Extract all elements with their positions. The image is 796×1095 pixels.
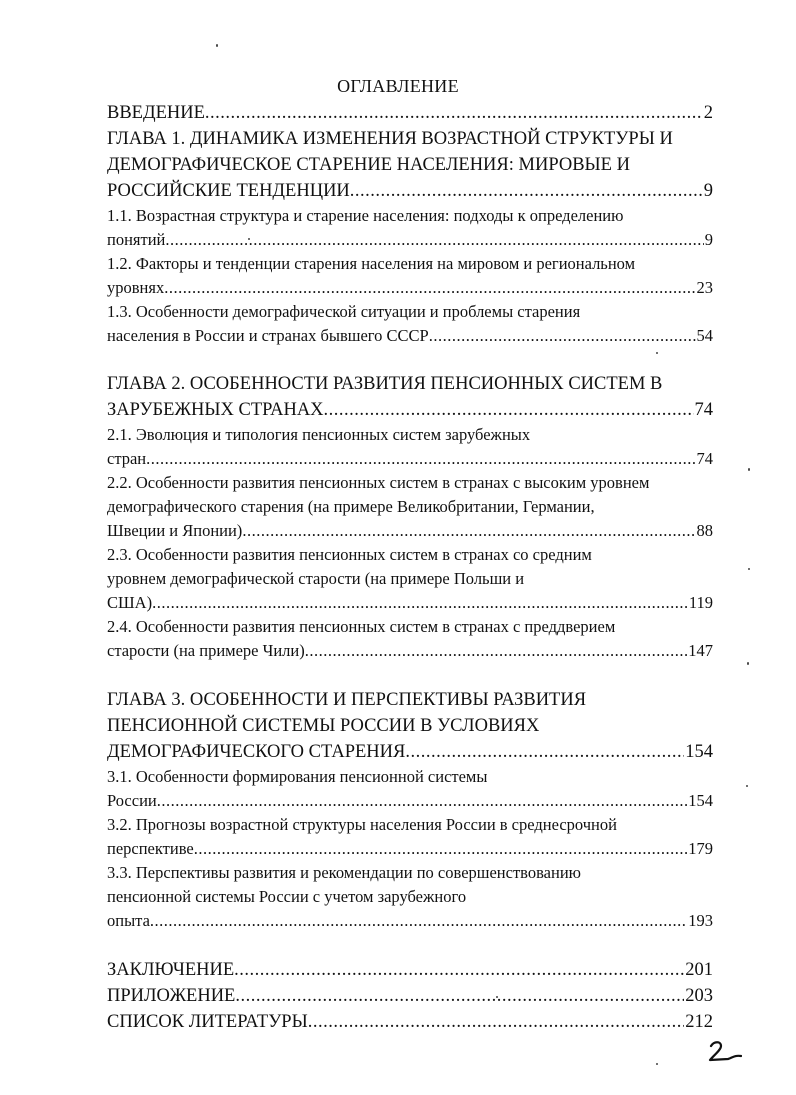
chapter-title-text: ПЕНСИОННОЙ СИСТЕМЫ РОССИИ В УСЛОВИЯХ xyxy=(107,716,540,736)
dot-leader xyxy=(324,397,694,423)
section-3-3-line-1[interactable] xyxy=(107,861,713,885)
spacer xyxy=(107,933,713,957)
spacer xyxy=(107,348,713,371)
dot-leader xyxy=(194,837,688,861)
dot-leader xyxy=(164,276,695,300)
toc-entry-appendix[interactable] xyxy=(107,983,713,1009)
chapter-2-line-2[interactable] xyxy=(107,397,713,423)
section-3-3-line-3[interactable] xyxy=(107,909,713,933)
chapter-1-line-1[interactable] xyxy=(107,126,713,152)
chapter-1-line-2[interactable] xyxy=(107,152,713,178)
section-3-3-line-2[interactable] xyxy=(107,885,713,909)
dot-leader xyxy=(242,519,695,543)
dot-leader xyxy=(350,178,703,204)
chapter-title-text: ГЛАВА 3. ОСОБЕННОСТИ И ПЕРСПЕКТИВЫ РАЗВИТИЯ xyxy=(107,690,587,710)
dot-leader xyxy=(150,909,687,933)
dot-leader xyxy=(157,789,688,813)
chapter-title-text: ГЛАВА 1. ДИНАМИКА ИЗМЕНЕНИЯ ВОЗРАСТНОЙ СТРУКТУРЫ И xyxy=(107,129,673,149)
section-title-text: уровнем демографической старости (на примере Польши и xyxy=(107,569,525,588)
dot-leader xyxy=(205,100,703,126)
chapter-3-line-1[interactable] xyxy=(107,687,713,713)
section-2-2-line-1[interactable] xyxy=(107,471,713,495)
dot-leader xyxy=(405,739,684,765)
page-number: 23 xyxy=(696,278,713,297)
chapter-1-line-3[interactable] xyxy=(107,178,713,204)
scan-speck xyxy=(248,238,250,240)
section-2-3-line-3[interactable] xyxy=(107,591,713,615)
section-title-text: стран xyxy=(107,449,147,468)
page-number: 147 xyxy=(688,641,713,660)
entry-title: ПРИЛОЖЕНИЕ xyxy=(107,986,236,1006)
section-2-1-line-1[interactable] xyxy=(107,423,713,447)
section-title-text: старости (на примере Чили) xyxy=(107,641,305,660)
section-2-4-line-2[interactable] xyxy=(107,639,713,663)
scan-speck xyxy=(656,1063,658,1065)
section-2-3-line-1[interactable] xyxy=(107,543,713,567)
toc-entry-intro[interactable] xyxy=(107,100,713,126)
toc-entry-conclusion[interactable] xyxy=(107,957,713,983)
section-1-2-line-1[interactable] xyxy=(107,252,713,276)
section-3-2-line-1[interactable] xyxy=(107,813,713,837)
section-title-text: 1.1. Возрастная структура и старение населения: подходы к определению xyxy=(107,206,624,225)
section-1-1-line-2[interactable] xyxy=(107,228,713,252)
entry-title: ВВЕДЕНИЕ xyxy=(107,103,205,123)
dot-leader xyxy=(146,447,695,471)
section-1-3-line-2[interactable] xyxy=(107,324,713,348)
section-1-2-line-2[interactable] xyxy=(107,276,713,300)
handwritten-page-mark xyxy=(708,1040,742,1062)
section-title-text: населения в России и странах бывшего СССР xyxy=(107,326,429,345)
page-number: 54 xyxy=(696,326,713,345)
section-2-2-line-3[interactable] xyxy=(107,519,713,543)
section-title-text: перспективе xyxy=(107,839,194,858)
entry-title: СПИСОК ЛИТЕРАТУРЫ xyxy=(107,1012,308,1032)
section-title-text: России xyxy=(107,791,157,810)
page-number: 212 xyxy=(685,1012,713,1032)
dot-leader xyxy=(308,1009,685,1035)
dot-leader xyxy=(152,591,688,615)
page-number: 74 xyxy=(694,400,713,420)
page-number: 9 xyxy=(704,230,713,249)
scan-speck xyxy=(656,352,658,354)
section-title-text: 3.3. Перспективы развития и рекомендации по совершенствованию xyxy=(107,863,581,882)
page-title: ОГЛАВЛЕНИЕ xyxy=(337,76,459,96)
page-number: 119 xyxy=(688,593,713,612)
toc-entry-references[interactable] xyxy=(107,1009,713,1035)
page-number: 74 xyxy=(696,449,713,468)
chapter-title-text: ДЕМОГРАФИЧЕСКОГО СТАРЕНИЯ xyxy=(107,742,406,762)
page-number: 203 xyxy=(685,986,713,1006)
entry-title: ЗАКЛЮЧЕНИЕ xyxy=(107,960,235,980)
page-number: 9 xyxy=(703,181,713,201)
chapter-title-text: ДЕМОГРАФИЧЕСКОЕ СТАРЕНИЕ НАСЕЛЕНИЯ: МИРОВЫЕ И xyxy=(107,155,630,175)
section-title-text: Швеции и Японии) xyxy=(107,521,243,540)
section-3-2-line-2[interactable] xyxy=(107,837,713,861)
chapter-3-line-2[interactable] xyxy=(107,713,713,739)
dot-leader xyxy=(234,957,684,983)
chapter-title-text: ЗАРУБЕЖНЫХ СТРАНАХ xyxy=(107,400,324,420)
section-2-4-line-1[interactable] xyxy=(107,615,713,639)
chapter-title-text: РОССИЙСКИЕ ТЕНДЕНЦИИ xyxy=(107,181,350,201)
page-number: 201 xyxy=(685,960,713,980)
section-title-text: демографического старения (на примере Великобритании, Германии, xyxy=(107,497,595,516)
page-number: 193 xyxy=(688,911,713,930)
dot-leader xyxy=(165,228,703,252)
dot-leader xyxy=(429,324,696,348)
section-title-text: опыта xyxy=(107,911,150,930)
scan-speck xyxy=(496,996,498,998)
section-2-1-line-2[interactable] xyxy=(107,447,713,471)
section-1-3-line-1[interactable] xyxy=(107,300,713,324)
section-title-text: 2.4. Особенности развития пенсионных систем в странах с преддверием xyxy=(107,617,616,636)
section-title-text: 2.2. Особенности развития пенсионных систем в странах с высоким уровнем xyxy=(107,473,650,492)
section-1-1-line-1[interactable] xyxy=(107,204,713,228)
section-title-text: пенсионной системы России с учетом зарубежного xyxy=(107,887,467,906)
section-title-text: уровнях xyxy=(107,278,165,297)
section-2-2-line-2[interactable] xyxy=(107,495,713,519)
section-title-text: 1.3. Особенности демографической ситуации и проблемы старения xyxy=(107,302,581,321)
chapter-3-line-3[interactable] xyxy=(107,739,713,765)
section-title-text: 1.2. Факторы и тенденции старения населения на мировом и региональном xyxy=(107,254,636,273)
dot-leader xyxy=(305,639,688,663)
page-number: 88 xyxy=(696,521,713,540)
scan-speck xyxy=(746,785,748,787)
scan-speck xyxy=(748,568,750,570)
section-3-1-line-2[interactable] xyxy=(107,789,713,813)
scan-speck xyxy=(747,662,749,665)
page-number: 154 xyxy=(685,742,713,762)
page-number: 179 xyxy=(688,839,713,858)
section-2-3-line-2[interactable] xyxy=(107,567,713,591)
spacer xyxy=(107,663,713,687)
table-of-contents xyxy=(107,100,713,1035)
page-number: 154 xyxy=(688,791,713,810)
chapter-2-line-1[interactable] xyxy=(107,371,713,397)
chapter-title-text: ГЛАВА 2. ОСОБЕННОСТИ РАЗВИТИЯ ПЕНСИОННЫХ СИСТЕМ В xyxy=(107,374,663,394)
section-title-text: понятий xyxy=(107,230,166,249)
section-title-text: 2.1. Эволюция и типология пенсионных систем зарубежных xyxy=(107,425,531,444)
section-3-1-line-1[interactable] xyxy=(107,765,713,789)
section-title-text: США) xyxy=(107,593,153,612)
dot-leader xyxy=(235,983,684,1009)
page-number: 2 xyxy=(703,103,713,123)
scan-speck xyxy=(748,468,750,471)
section-title-text: 3.2. Прогнозы возрастной структуры населения России в среднесрочной xyxy=(107,815,617,834)
scan-speck xyxy=(216,44,218,47)
section-title-text: 2.3. Особенности развития пенсионных систем в странах со средним xyxy=(107,545,592,564)
section-title-text: 3.1. Особенности формирования пенсионной системы xyxy=(107,767,488,786)
